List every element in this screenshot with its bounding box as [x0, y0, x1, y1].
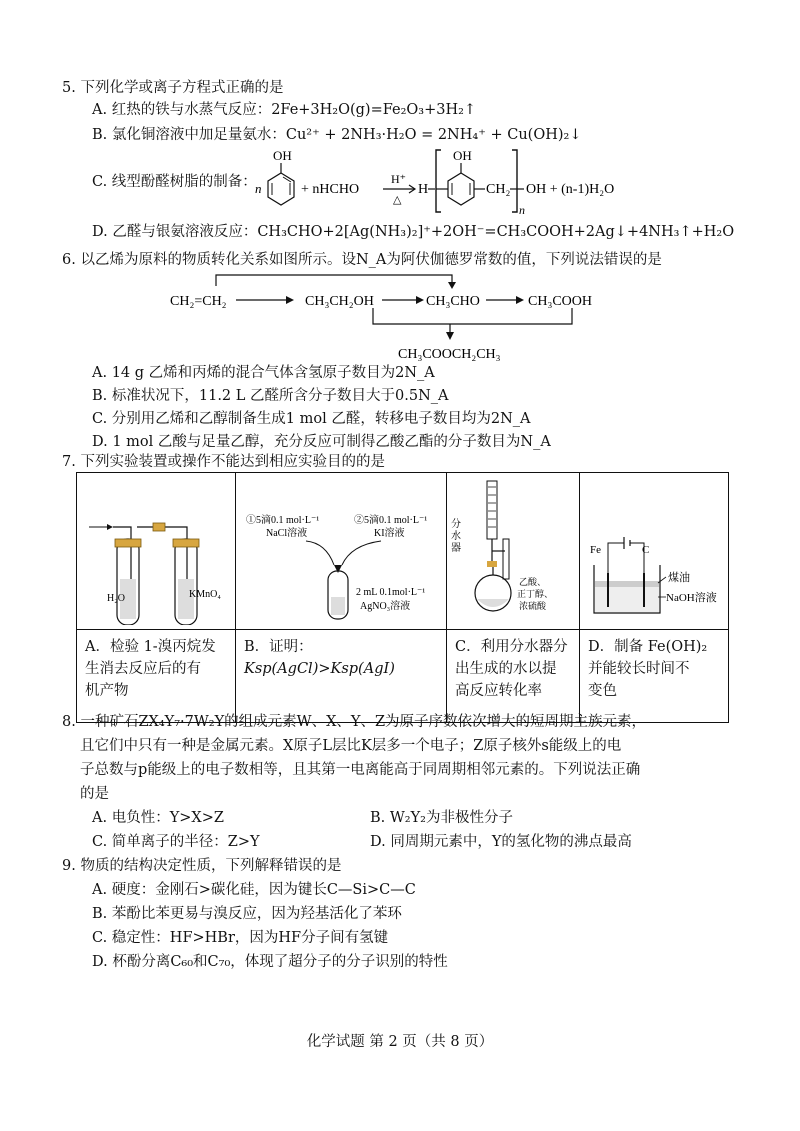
svg-text:△: △	[393, 194, 402, 206]
label-h2o: H₂O	[107, 593, 125, 604]
svg-text:乙酸、: 乙酸、	[519, 577, 547, 587]
svg-text:NaCl溶液: NaCl溶液	[266, 528, 308, 539]
q9-option-b: B. 苯酚比苯更易与溴反应，因为羟基活化了苯环	[92, 906, 402, 922]
svg-text:水: 水	[451, 531, 461, 542]
q8-stem-line-4: 的是	[80, 786, 109, 802]
q9-option-c: C. 稳定性：HF>HBr，因为HF分子间有氢键	[92, 930, 389, 946]
formaldehyde-term: + nHCHO	[301, 182, 360, 197]
svg-text:n: n	[519, 203, 525, 217]
svg-text:①5滴0.1 mol·L⁻¹: ①5滴0.1 mol·L⁻¹	[246, 515, 320, 526]
q6-option-b: B. 标准状况下，11.2 L 乙醛所含分子数目大于0.5N_A	[92, 388, 449, 404]
q5-option-b: B. 氯化铜溶液中加足量氨水：Cu²⁺ + 2NH₃·H₂O = 2NH₄⁺ + Cu(OH)₂↓	[92, 127, 582, 143]
q5-stem: 5. 下列化学或离子方程式正确的是	[62, 80, 284, 96]
bracket-right	[512, 150, 517, 212]
svg-text:浓硫酸: 浓硫酸	[519, 601, 547, 611]
q7-stem: 7. 下列实验装置或操作不能达到相应实验目的的是	[62, 454, 385, 470]
fig-a-cell	[77, 473, 236, 630]
svg-text:CH₂: CH₂	[486, 182, 511, 197]
svg-text:分: 分	[451, 519, 461, 530]
apparatus-d-figure	[580, 473, 728, 625]
caption-a: A．检验 1-溴丙烷发 生消去反应后的有 机产物	[77, 630, 236, 723]
svg-text:C: C	[642, 544, 650, 556]
q5-option-c-label: C. 线型酚醛树脂的制备：	[92, 174, 257, 190]
q8-option-a: A. 电负性：Y>X>Z	[92, 810, 224, 826]
q7-experiment-table	[76, 472, 729, 723]
svg-text:2 mL 0.1mol·L⁻¹: 2 mL 0.1mol·L⁻¹	[356, 587, 426, 598]
fig-d-cell	[580, 473, 729, 630]
q9-option-a: A. 硬度：金刚石>碳化硅，因为键长C—Si>C—C	[92, 882, 416, 898]
q5-option-d: D. 乙醛与银氨溶液反应：CH₃CHO+2[Ag(NH₃)₂]⁺+2OH⁻=CH₃COOH+2Ag↓+4NH₃↑+H₂O	[92, 224, 735, 240]
svg-text:n: n	[255, 181, 262, 196]
q8-option-b: B. W₂Y₂为非极性分子	[370, 810, 513, 826]
q8-option-c: C. 简单离子的半径：Z>Y	[92, 834, 260, 850]
phenol-oh: OH	[273, 148, 292, 163]
apparatus-a-figure	[77, 473, 235, 625]
svg-text:H: H	[418, 182, 429, 197]
label-kerosene: 煤油	[668, 572, 690, 584]
svg-text:OH: OH	[453, 148, 472, 163]
svg-text:Fe: Fe	[590, 544, 601, 556]
q8-stem-line-3: 子总数与p能级上的电子数相等，且其第一电离能高于同周期相邻元素的。下列说法正确	[80, 762, 641, 778]
q9-stem: 9. 物质的结构决定性质，下列解释错误的是	[62, 858, 342, 874]
caption-c: C．利用分水器分 出生成的水以提 高反应转化率	[447, 630, 580, 723]
q6-stem: 6. 以乙烯为原料的物质转化关系如图所示。设N_A为阿伏伽德罗常数的值，下列说法错误的是	[62, 252, 662, 268]
fig-c-cell	[447, 473, 580, 630]
q6-option-a: A. 14 g 乙烯和丙烯的混合气体含氢原子数目为2N_A	[92, 365, 435, 381]
q6-conversion-diagram	[160, 272, 640, 364]
q5-option-a: A. 红热的铁与水蒸气反应：2Fe+3H₂O(g)=Fe₂O₃+3H₂↑	[92, 102, 477, 118]
caption-b: B．证明： Ksp(AgCl)>Ksp(AgI)	[236, 630, 447, 723]
q5-phenolic-resin-equation	[255, 146, 655, 218]
node-ethanol: CH₃CH₂OH	[305, 294, 374, 309]
q6-option-d: D. 1 mol 乙酸与足量乙醇，充分反应可制得乙酸乙酯的分子数目为N_A	[92, 434, 551, 450]
apparatus-b-figure	[236, 473, 446, 625]
apparatus-c-figure	[447, 473, 579, 625]
q8-stem-line-2: 且它们中只有一种是金属元素。X原子L层比K层多一个电子；Z原子核外s能级上的电	[80, 738, 622, 754]
caption-d: D．制备 Fe(OH)₂ 并能较长时间不 变色	[580, 630, 729, 723]
q8-option-d: D. 同周期元素中，Y的氢化物的沸点最高	[370, 834, 632, 850]
label-kmno4: KMnO₄	[189, 589, 221, 600]
q9-option-d: D. 杯酚分离C₆₀和C₇₀，体现了超分子的分子识别的特性	[92, 954, 448, 970]
svg-text:OH + (n-1)H₂O: OH + (n-1)H₂O	[526, 182, 615, 197]
fig-b-cell	[236, 473, 447, 630]
svg-text:AgNO₃溶液: AgNO₃溶液	[360, 601, 411, 612]
bracket-left	[436, 150, 441, 212]
svg-text:②5滴0.1 mol·L⁻¹: ②5滴0.1 mol·L⁻¹	[354, 515, 428, 526]
svg-text:器: 器	[451, 543, 461, 554]
svg-text:KI溶液: KI溶液	[374, 528, 405, 539]
arrow-ethylene-to-acetaldehyde	[216, 275, 452, 286]
q8-stem-line-1: 8. 一种矿石ZX₄Y₇·7W₂Y的组成元素W、X、Y、Z为原子序数依次增大的短周期主族元素，	[62, 714, 647, 730]
q6-option-c: C. 分别用乙烯和乙醇制备生成1 mol 乙醛，转移电子数目均为2N_A	[92, 411, 531, 427]
node-ethyl-acetate: CH₃COOCH₂CH₃	[398, 347, 501, 362]
page-footer: 化学试题 第 2 页（共 8 页）	[306, 1034, 494, 1050]
node-acetic-acid: CH₃COOH	[528, 294, 592, 309]
node-acetaldehyde: CH₃CHO	[426, 294, 480, 309]
label-naoh: NaOH溶液	[666, 592, 717, 604]
svg-text:正丁醇、: 正丁醇、	[517, 589, 554, 599]
svg-text:H⁺: H⁺	[391, 172, 406, 186]
node-ethylene: CH₂=CH₂	[170, 294, 227, 309]
